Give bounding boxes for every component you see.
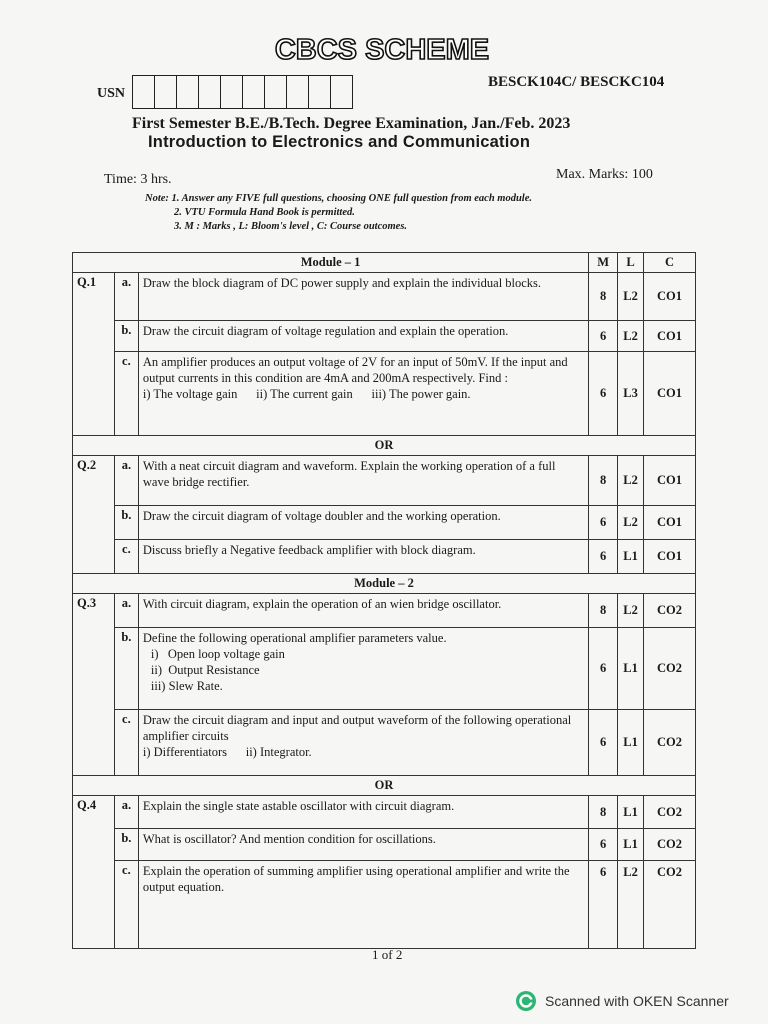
question-options: i) The voltage gain ii) The current gain iii) The power gain. bbox=[142, 387, 471, 401]
outcome: CO1 bbox=[644, 273, 696, 321]
marks: 6 bbox=[589, 710, 618, 776]
outcome: CO2 bbox=[644, 861, 696, 949]
sub-label: a. bbox=[114, 796, 138, 829]
outcome: CO1 bbox=[644, 506, 696, 540]
max-marks: Max. Marks: 100 bbox=[556, 167, 653, 182]
or-separator: OR bbox=[73, 776, 696, 796]
question-text: With a neat circuit diagram and waveform. Explain the working operation of a full wave bridge rectifier. bbox=[138, 456, 588, 506]
module-title: Module – 1 bbox=[73, 253, 589, 273]
table-row bbox=[73, 321, 696, 352]
question-number: Q.3 bbox=[73, 594, 115, 776]
table-row bbox=[73, 628, 696, 710]
option-1: i) Open loop voltage gain bbox=[150, 647, 285, 661]
question-body: Define the following operational amplifier parameters value. bbox=[142, 631, 447, 645]
question-text: What is oscillator? And mention condition for oscillations. bbox=[138, 829, 588, 861]
outcome: CO1 bbox=[644, 321, 696, 352]
question-text: Explain the single state astable oscillator with circuit diagram. bbox=[138, 796, 588, 829]
question-number: Q.1 bbox=[73, 273, 115, 436]
or-separator: OR bbox=[73, 436, 696, 456]
subject-title: Introduction to Electronics and Communication bbox=[148, 133, 531, 151]
table-row bbox=[73, 273, 696, 321]
option-2: ii) Output Resistance bbox=[150, 663, 260, 677]
level: L1 bbox=[618, 540, 644, 574]
outcome: CO2 bbox=[644, 796, 696, 829]
question-text: Explain the operation of summing amplifier using operational amplifier and write the output equation. bbox=[138, 861, 588, 949]
level: L1 bbox=[618, 796, 644, 829]
sub-label: b. bbox=[114, 506, 138, 540]
sub-label: c. bbox=[114, 540, 138, 574]
marks: 8 bbox=[589, 796, 618, 829]
usn-boxes bbox=[132, 75, 353, 109]
level: L1 bbox=[618, 829, 644, 861]
outcome: CO1 bbox=[644, 352, 696, 436]
marks: 6 bbox=[589, 829, 618, 861]
cbcs-scheme-banner bbox=[274, 30, 490, 66]
question-body: Draw the circuit diagram and input and output waveform of the following operational amplifier circuits bbox=[142, 713, 572, 743]
outcome: CO2 bbox=[644, 628, 696, 710]
sub-label: a. bbox=[114, 594, 138, 628]
outcome: CO2 bbox=[644, 829, 696, 861]
table-row bbox=[73, 456, 696, 506]
level: L1 bbox=[618, 710, 644, 776]
question-table bbox=[72, 252, 696, 949]
level: L1 bbox=[618, 628, 644, 710]
outcome-header: C bbox=[644, 253, 696, 273]
marks: 6 bbox=[589, 861, 618, 949]
module-1-header bbox=[73, 253, 696, 273]
usn-label: USN bbox=[97, 86, 126, 101]
table-row bbox=[73, 796, 696, 829]
time-allowed: Time: 3 hrs. bbox=[104, 172, 172, 187]
sub-label: a. bbox=[114, 273, 138, 321]
sub-label: c. bbox=[114, 710, 138, 776]
question-number: Q.4 bbox=[73, 796, 115, 949]
question-text: Draw the circuit diagram of voltage doubler and the working operation. bbox=[138, 506, 588, 540]
marks: 8 bbox=[589, 456, 618, 506]
sub-label: a. bbox=[114, 456, 138, 506]
note-3: 3. M : Marks , L: Bloom's level , C: Course outcomes. bbox=[174, 221, 408, 232]
subject-code: BESCK104C/ BESCKC104 bbox=[488, 74, 665, 90]
question-options: i) Differentiators ii) Integrator. bbox=[142, 745, 312, 759]
marks: 6 bbox=[589, 352, 618, 436]
note-1: Note: 1. Answer any FIVE full questions, choosing ONE full question from each module. bbox=[145, 193, 532, 204]
question-text: Draw the block diagram of DC power supply and explain the individual blocks. bbox=[138, 273, 588, 321]
table-row bbox=[73, 540, 696, 574]
question-text bbox=[138, 352, 588, 436]
level: L2 bbox=[618, 456, 644, 506]
table-row bbox=[73, 352, 696, 436]
level: L2 bbox=[618, 506, 644, 540]
outcome: CO2 bbox=[644, 710, 696, 776]
exam-title: First Semester B.E./B.Tech. Degree Examination, Jan./Feb. 2023 bbox=[132, 115, 571, 132]
table-row bbox=[73, 829, 696, 861]
level: L2 bbox=[618, 594, 644, 628]
table-row bbox=[73, 506, 696, 540]
note-2: 2. VTU Formula Hand Book is permitted. bbox=[174, 207, 355, 218]
sub-label: b. bbox=[114, 321, 138, 352]
level: L3 bbox=[618, 352, 644, 436]
marks: 6 bbox=[589, 628, 618, 710]
marks: 8 bbox=[589, 594, 618, 628]
scanner-watermark bbox=[515, 990, 729, 1012]
module-2-header: Module – 2 bbox=[73, 574, 696, 594]
question-text: With circuit diagram, explain the operation of an wien bridge oscillator. bbox=[138, 594, 588, 628]
question-body: An amplifier produces an output voltage of 2V for an input of 50mV. If the input and output currents in this condition are 4mA and 200mA respectively. Find : bbox=[142, 355, 568, 385]
option-3: iii) Slew Rate. bbox=[150, 679, 223, 693]
level: L2 bbox=[618, 861, 644, 949]
question-number: Q.2 bbox=[73, 456, 115, 574]
outcome: CO1 bbox=[644, 456, 696, 506]
question-text: Discuss briefly a Negative feedback amplifier with block diagram. bbox=[138, 540, 588, 574]
marks: 6 bbox=[589, 540, 618, 574]
level: L2 bbox=[618, 273, 644, 321]
table-row bbox=[73, 594, 696, 628]
level: L2 bbox=[618, 321, 644, 352]
question-text: Draw the circuit diagram of voltage regulation and explain the operation. bbox=[138, 321, 588, 352]
outcome: CO2 bbox=[644, 594, 696, 628]
table-row bbox=[73, 861, 696, 949]
scanner-logo-icon bbox=[515, 990, 537, 1012]
sub-label: b. bbox=[114, 829, 138, 861]
page-number: 1 of 2 bbox=[372, 947, 403, 962]
scanner-text: Scanned with OKEN Scanner bbox=[545, 993, 729, 1009]
level-header: L bbox=[618, 253, 644, 273]
sub-label: c. bbox=[114, 861, 138, 949]
question-text bbox=[138, 710, 588, 776]
instructions bbox=[145, 192, 532, 234]
sub-label: c. bbox=[114, 352, 138, 436]
marks: 8 bbox=[589, 273, 618, 321]
outcome: CO1 bbox=[644, 540, 696, 574]
sub-label: b. bbox=[114, 628, 138, 710]
question-text bbox=[138, 628, 588, 710]
svg-text:CBCS SCHEME: CBCS SCHEME bbox=[274, 34, 490, 66]
table-row bbox=[73, 710, 696, 776]
marks-header: M bbox=[589, 253, 618, 273]
marks: 6 bbox=[589, 321, 618, 352]
marks: 6 bbox=[589, 506, 618, 540]
